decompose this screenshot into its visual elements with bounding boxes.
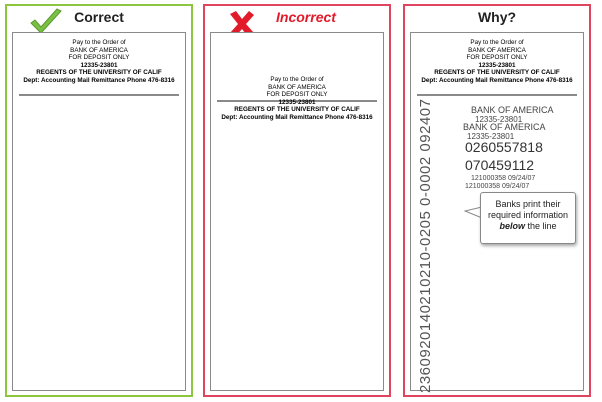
bank-stamp-name: BANK OF AMERICA [463, 122, 546, 132]
check-back-form [12, 32, 186, 391]
endorsement-stamp [13, 39, 185, 84]
endorsement-line: Dept: Accounting Mail Remittance Phone 476-8316 [23, 76, 175, 84]
endorsement-line-rule [19, 94, 179, 96]
endorsement-line: FOR DEPOSIT ONLY [466, 54, 528, 61]
bank-stamp-name: BANK OF AMERICA [471, 105, 554, 115]
endorsement-line: REGENTS OF THE UNIVERSITY OF CALIF [36, 69, 162, 76]
incorrect-panel [203, 4, 391, 397]
endorsement-line: FOR DEPOSIT ONLY [68, 54, 130, 61]
endorsement-line: FOR DEPOSIT ONLY [266, 91, 328, 98]
endorsement-line: 12335-23801 [80, 61, 118, 69]
bank-routing-number: 070459112 [465, 157, 535, 173]
callout-text: Banks print their required information [487, 199, 569, 220]
callout-text: the line [524, 221, 557, 231]
endorsement-line: Dept: Accounting Mail Remittance Phone 476-8316 [421, 76, 573, 84]
correct-panel [5, 4, 193, 397]
panel-heading: Correct [74, 9, 124, 25]
bank-routing-number: 0260557818 [465, 139, 543, 155]
endorsement-line: BANK OF AMERICA [268, 83, 326, 91]
endorsement-stamp [411, 39, 583, 84]
endorsement-line: BANK OF AMERICA [70, 46, 128, 54]
vertical-bank-stamp: 2360920140210210-0205 0-0002 092407 [417, 98, 434, 393]
endorsement-line: Pay to the Order of [470, 39, 524, 46]
bank-stamp-small: 121000358 09/24/07 [471, 175, 536, 182]
endorsement-line: Pay to the Order of [72, 39, 126, 46]
bank-stamp-small: 121000358 09/24/07 [465, 183, 530, 190]
check-back-form [210, 32, 384, 391]
panel-heading: Incorrect [276, 9, 336, 25]
explanation-callout [480, 192, 576, 244]
endorsement-line: Pay to the Order of [270, 76, 324, 83]
endorsement-line-rule [417, 94, 577, 96]
endorsement-line: BANK OF AMERICA [468, 46, 526, 54]
endorsement-line: REGENTS OF THE UNIVERSITY OF CALIF [234, 106, 360, 113]
bank-stamp-code: 12335-23801 [475, 115, 523, 124]
endorsement-line: 12335-23801 [478, 61, 516, 69]
callout-emphasis: below [499, 221, 525, 231]
endorsement-stamp [211, 76, 383, 121]
endorsement-line: 12335-23801 [278, 98, 316, 106]
panel-heading: Why? [477, 9, 517, 25]
endorsement-line: Dept: Accounting Mail Remittance Phone 476-8316 [221, 113, 373, 121]
endorsement-line: REGENTS OF THE UNIVERSITY OF CALIF [434, 69, 560, 76]
bank-stamp-code: 12335-23801 [467, 132, 515, 141]
